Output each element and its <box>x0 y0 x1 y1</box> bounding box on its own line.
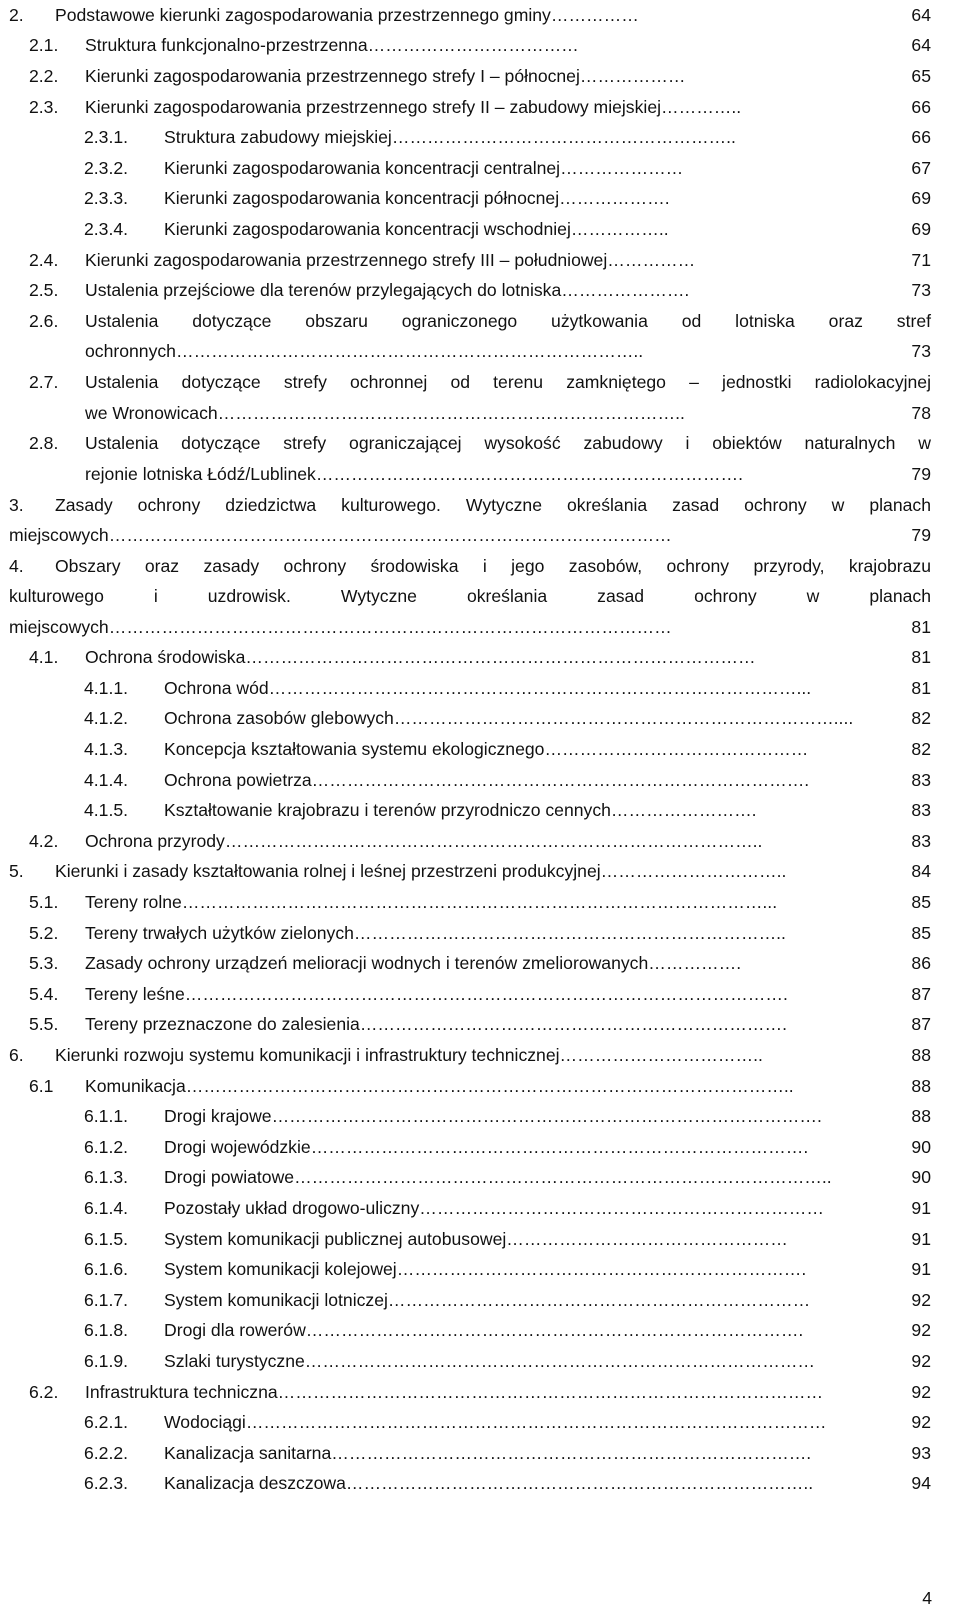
toc-entry-title: Kształtowanie krajobrazu i terenów przyrodniczo cennych <box>164 800 611 821</box>
toc-dot-leader: …………………………………………………………………………………… <box>108 616 672 637</box>
toc-entry-title: Drogi wojewódzkie <box>164 1136 311 1157</box>
toc-entry-number: 2.8. <box>29 433 59 454</box>
toc-entry-title: Kanalizacja deszczowa <box>164 1473 346 1494</box>
toc-entry-title: Kierunki zagospodarowania przestrzennego strefy I – północnej <box>85 65 580 86</box>
toc-entry-number: 6.2.1. <box>84 1412 129 1433</box>
toc-entry-number: 6.1.9. <box>84 1350 129 1371</box>
toc-dot-leader: ………….. <box>661 96 742 117</box>
toc-entry-title: Ochrona zasobów glebowych <box>164 708 394 729</box>
toc-entry[interactable] <box>9 275 931 306</box>
toc-entry-page: 92 <box>911 1412 931 1433</box>
toc-entry[interactable] <box>9 1254 931 1285</box>
toc-entry-number: 6.1.5. <box>84 1228 129 1249</box>
toc-entry-page: 93 <box>911 1442 931 1463</box>
toc-entry-page: 86 <box>911 953 931 974</box>
toc-entry-number: 5.1. <box>29 892 59 913</box>
toc-entry-page: 69 <box>911 218 931 239</box>
toc-entry-title-last: miejscowych <box>9 524 109 545</box>
toc-dot-leader: …………………………………………………………………………………. <box>271 1106 822 1127</box>
toc-entry-number: 2.4. <box>29 249 59 270</box>
toc-entry[interactable] <box>9 642 931 673</box>
toc-entry[interactable] <box>9 826 931 857</box>
toc-entry-title: Struktura funkcjonalno-przestrzenna <box>85 35 368 56</box>
toc-entry[interactable] <box>9 857 931 888</box>
toc-entry-page: 81 <box>911 647 931 668</box>
toc-dot-leader: …………………………………………………………… <box>419 1197 824 1218</box>
toc-entry-title: Kierunki rozwoju systemu komunikacji i infrastruktury technicznej <box>55 1044 560 1065</box>
toc-entry[interactable] <box>9 1377 931 1408</box>
toc-entry[interactable] <box>9 1224 931 1255</box>
toc-dot-leader: ……………………………………………………………. <box>396 1259 807 1280</box>
toc-entry-number: 5.4. <box>29 983 59 1004</box>
toc-entry-title-last: rejonie lotniska Łódź/Lublinek <box>85 463 316 484</box>
toc-dot-leader: ………………………………………………………………………………... <box>268 677 812 698</box>
toc-entry[interactable] <box>9 1071 931 1102</box>
toc-entry-line <box>9 520 931 551</box>
toc-entry-title: Kierunki i zasady kształtowania rolnej i leśnej przestrzeni produkcyjnej <box>55 861 601 882</box>
toc-dot-leader: ……………… <box>579 65 686 86</box>
toc-dot-leader: ………………………….. <box>600 861 787 882</box>
toc-entry-page: 66 <box>911 96 931 117</box>
toc-entry[interactable] <box>9 31 931 62</box>
toc-entry-page: 87 <box>911 983 931 1004</box>
toc-entry-title: Tereny leśne <box>85 983 185 1004</box>
toc-entry-page: 83 <box>911 769 931 790</box>
toc-entry-page: 85 <box>911 892 931 913</box>
toc-entry[interactable] <box>9 734 931 765</box>
toc-dot-leader: …………………………….. <box>559 1044 763 1065</box>
toc-dot-leader: …………………………………………………………………………… <box>304 1350 816 1371</box>
toc-entry-number: 4.1.5. <box>84 800 129 821</box>
toc-entry-title: Ochrona wód <box>164 677 269 698</box>
toc-entry[interactable] <box>9 122 931 153</box>
toc-entry-page: 88 <box>911 1075 931 1096</box>
toc-dot-leader: ………………………………………………………………………. <box>331 1442 812 1463</box>
toc-entry-title-line1: Obszary oraz zasady ochrony środowiska i jego zasobów, ochrony przyrody, krajobrazu <box>55 555 931 576</box>
toc-entry-page: 92 <box>911 1289 931 1310</box>
toc-dot-leader: …………………………………………………………………………. <box>310 1136 809 1157</box>
toc-entry-number: 6.1 <box>29 1075 54 1096</box>
toc-entry[interactable] <box>9 1193 931 1224</box>
toc-entry-title: Ochrona środowiska <box>85 647 246 668</box>
toc-entry-number: 2.6. <box>29 310 59 331</box>
toc-entry-number: 2.3. <box>29 96 59 117</box>
toc-entry-number: 6. <box>9 1044 24 1065</box>
toc-entry-number: 3. <box>9 494 24 515</box>
toc-entry[interactable] <box>9 92 931 123</box>
toc-entry-title: Drogi dla rowerów <box>164 1320 306 1341</box>
toc-dot-leader: ………………. <box>559 188 670 209</box>
toc-entry[interactable] <box>9 61 931 92</box>
toc-dot-leader: ……………………………………………………………….. <box>353 922 786 943</box>
toc-entry[interactable] <box>9 1285 931 1316</box>
toc-entry-page: 83 <box>911 800 931 821</box>
toc-entry-number: 2.3.4. <box>84 218 129 239</box>
toc-entry-title-line1: Ustalenia dotyczące obszaru ograniczonego użytkowania od lotniska oraz stref <box>85 310 931 331</box>
toc-dot-leader: …………….. <box>570 218 669 239</box>
toc-dot-leader: ……………………………… <box>367 35 579 56</box>
toc-dot-leader: ……………………………………………………………………………….. <box>224 830 763 851</box>
toc-entry-page: 91 <box>911 1228 931 1249</box>
toc-entry[interactable] <box>9 0 931 31</box>
toc-entry-title: Tereny przeznaczone do zalesienia <box>85 1014 360 1035</box>
toc-dot-leader: ………………………………………………………………………………………... <box>181 892 778 913</box>
toc-entry-line <box>9 581 931 612</box>
toc-entry-title: Ochrona przyrody <box>85 830 225 851</box>
toc-entry-number: 6.2. <box>29 1381 59 1402</box>
toc-entry-number: 5.3. <box>29 953 59 974</box>
toc-entry[interactable] <box>9 979 931 1010</box>
toc-entry-number: 5.2. <box>29 922 59 943</box>
toc-entry-number: 6.1.3. <box>84 1167 129 1188</box>
toc-entry-number: 6.2.3. <box>84 1473 129 1494</box>
toc-entry-wrapped[interactable] <box>9 551 931 643</box>
toc-entry-page: 83 <box>911 830 931 851</box>
toc-entry-title: System komunikacji publicznej autobusowej <box>164 1228 507 1249</box>
toc-entry-line <box>9 306 931 337</box>
toc-entry[interactable] <box>9 795 931 826</box>
toc-entry-title: Wodociągi <box>164 1412 246 1433</box>
toc-entry[interactable] <box>9 214 931 245</box>
toc-dot-leader: …………………. <box>561 280 690 301</box>
toc-entry[interactable] <box>9 1469 931 1500</box>
toc-entry-number: 2. <box>9 4 24 25</box>
toc-entry-page: 90 <box>911 1167 931 1188</box>
toc-entry-number: 2.3.3. <box>84 188 129 209</box>
toc-entry-number: 6.2.2. <box>84 1442 129 1463</box>
toc-block-sections-4-6 <box>9 642 931 1499</box>
toc-entry-page: 78 <box>911 402 931 423</box>
toc-entry-number: 6.1.7. <box>84 1289 129 1310</box>
toc-dot-leader: …………… <box>550 4 639 25</box>
toc-entry-line <box>9 459 931 490</box>
toc-entry-page: 79 <box>911 524 931 545</box>
toc-entry-title: Drogi powiatowe <box>164 1167 295 1188</box>
toc-dot-leader: ………………………………………………………………….... <box>393 708 854 729</box>
toc-entry[interactable] <box>9 887 931 918</box>
toc-entry-number: 6.1.8. <box>84 1320 129 1341</box>
toc-dot-leader: …………………………………………………………………………………………. <box>184 983 788 1004</box>
toc-entry-line <box>9 490 931 521</box>
toc-block-section-2 <box>9 0 931 306</box>
toc-dot-leader: ………………………………………… <box>506 1228 788 1249</box>
toc-entry-title: Drogi krajowe <box>164 1106 272 1127</box>
toc-entry-page: 90 <box>911 1136 931 1157</box>
toc-entry-number: 6.1.6. <box>84 1259 129 1280</box>
toc-entry-number: 6.1.4. <box>84 1197 129 1218</box>
toc-entry-page: 73 <box>911 341 931 362</box>
toc-entry-title: Pozostały układ drogowo-uliczny <box>164 1197 420 1218</box>
toc-entry[interactable] <box>9 184 931 215</box>
toc-entry-line <box>9 428 931 459</box>
toc-entry-title: Infrastruktura techniczna <box>85 1381 278 1402</box>
toc-entry[interactable] <box>9 1346 931 1377</box>
toc-entry[interactable] <box>9 673 931 704</box>
toc-entry-page: 73 <box>911 280 931 301</box>
toc-entry-number: 2.5. <box>29 280 59 301</box>
toc-entry-section-3[interactable] <box>9 490 931 551</box>
toc-entry-line <box>9 367 931 398</box>
toc-entry-title: System komunikacji kolejowej <box>164 1259 397 1280</box>
toc-entry-line <box>9 398 931 429</box>
toc-entry-title-line1: Ustalenia dotyczące strefy ochronnej od terenu zamkniętego – jednostki radiolokacyjnej <box>85 372 931 393</box>
toc-entry-title: Kierunki zagospodarowania koncentracji centralnej <box>164 157 561 178</box>
toc-entry-title: Kierunki zagospodarowania koncentracji wschodniej <box>164 218 571 239</box>
toc-entry-page: 64 <box>911 35 931 56</box>
toc-entry-title: Podstawowe kierunki zagospodarowania przestrzennego gminy <box>55 4 551 25</box>
toc-dot-leader: …………………………………………………………………………. <box>311 769 810 790</box>
toc-entry[interactable] <box>9 704 931 735</box>
toc-entry-title: Kierunki zagospodarowania przestrzennego strefy III – południowej <box>85 249 608 270</box>
toc-entry-line <box>9 551 931 582</box>
toc-entry-wrapped[interactable] <box>9 490 931 551</box>
toc-entry-number: 2.1. <box>29 35 59 56</box>
toc-dot-leader: ……………………………………… <box>544 739 809 760</box>
toc-entry-page: 92 <box>911 1350 931 1371</box>
toc-entry[interactable] <box>9 1040 931 1071</box>
toc-entry[interactable] <box>9 245 931 276</box>
toc-entry-title-last: miejscowych <box>9 616 109 637</box>
toc-entry-title: Ustalenia przejściowe dla terenów przylegających do lotniska <box>85 280 562 301</box>
toc-entry-title-line1: Ustalenia dotyczące strefy ograniczającej wysokość zabudowy i obiektów naturalnych w <box>85 433 931 454</box>
toc-entry-title-last: ochronnych <box>85 341 176 362</box>
toc-entry-number: 4.1.2. <box>84 708 129 729</box>
toc-dot-leader: ………………………………………………………………………………… <box>277 1381 824 1402</box>
toc-dot-leader: …………………………………………………………………………. <box>305 1320 804 1341</box>
toc-entry-number: 4. <box>9 555 24 576</box>
toc-entry[interactable] <box>9 153 931 184</box>
toc-entry-number: 5. <box>9 861 24 882</box>
toc-entry[interactable] <box>9 918 931 949</box>
toc-entry-number: 2.3.1. <box>84 127 129 148</box>
toc-entry-page: 94 <box>911 1473 931 1494</box>
toc-entry-page: 82 <box>911 708 931 729</box>
toc-entry-line <box>9 337 931 368</box>
toc-entry-title: Kanalizacja sanitarna <box>164 1442 332 1463</box>
toc-entry-title: Ochrona powietrza <box>164 769 312 790</box>
toc-entry[interactable] <box>9 1438 931 1469</box>
toc-entry-title: Kierunki zagospodarowania przestrzennego strefy II – zabudowy miejskiej <box>85 96 662 117</box>
toc-entry[interactable] <box>9 948 931 979</box>
toc-entry-page: 69 <box>911 188 931 209</box>
toc-entry-title: Tereny rolne <box>85 892 182 913</box>
toc-dot-leader: …………………………………………………………………….. <box>345 1473 814 1494</box>
toc-entry-wrapped[interactable] <box>9 428 931 489</box>
toc-entry-number: 4.1. <box>29 647 59 668</box>
toc-entry[interactable] <box>9 765 931 796</box>
toc-entry-number: 2.3.2. <box>84 157 129 178</box>
toc-entry-page: 65 <box>911 65 931 86</box>
toc-entry-number: 4.1.1. <box>84 677 129 698</box>
toc-entry-number: 4.1.4. <box>84 769 129 790</box>
toc-dot-leader: …………………………………………………………………….. <box>217 402 685 423</box>
toc-entry-page: 92 <box>911 1320 931 1341</box>
toc-entry[interactable] <box>9 1101 931 1132</box>
toc-dot-leader: ………………………………………………….. <box>391 127 736 148</box>
toc-entry-page: 81 <box>911 616 931 637</box>
toc-entry-title: Zasady ochrony urządzeń melioracji wodnych i terenów zmeliorowanych <box>85 953 649 974</box>
toc-entry-page: 82 <box>911 739 931 760</box>
toc-entry-number: 5.5. <box>29 1014 59 1035</box>
toc-entry[interactable] <box>9 1316 931 1347</box>
toc-entry-page: 88 <box>911 1044 931 1065</box>
toc-dot-leader: ……………………………………………………………………………….. <box>294 1167 832 1188</box>
toc-entry-page: 66 <box>911 127 931 148</box>
toc-entry-page: 91 <box>911 1197 931 1218</box>
toc-entry[interactable] <box>9 1010 931 1041</box>
toc-entry-page: 64 <box>911 4 931 25</box>
toc-entry-title: Koncepcja kształtowania systemu ekologicznego <box>164 739 545 760</box>
toc-dot-leader: ……………………………………………………………… <box>387 1289 811 1310</box>
toc-dot-leader: ………………………………………………………………. <box>315 463 743 484</box>
toc-dot-leader: ……………. <box>648 953 742 974</box>
toc-entry-page: 81 <box>911 677 931 698</box>
toc-entry-title-line1: Zasady ochrony dziedzictwa kulturowego. Wytyczne określania zasad ochrony w planach <box>55 494 931 515</box>
toc-entry-page: 79 <box>911 463 931 484</box>
toc-entry-title: Tereny trwałych użytków zielonych <box>85 922 354 943</box>
toc-entry-page: 88 <box>911 1106 931 1127</box>
toc-entry-page: 71 <box>911 249 931 270</box>
toc-entry-wrapped[interactable] <box>9 367 931 428</box>
toc-entry-title: Komunikacja <box>85 1075 186 1096</box>
toc-entry-page: 92 <box>911 1381 931 1402</box>
toc-entry-title-last: we Wronowicach <box>85 402 218 423</box>
toc-entry-title: Szlaki turystyczne <box>164 1350 305 1371</box>
toc-entry-number: 4.1.3. <box>84 739 129 760</box>
toc-dot-leader: ………………………………………………………………………………………….. <box>185 1075 794 1096</box>
toc-entry-number: 4.2. <box>29 830 59 851</box>
page-number: 4 <box>922 1588 932 1608</box>
toc-entry-page: 85 <box>911 922 931 943</box>
toc-entry[interactable] <box>9 1132 931 1163</box>
toc-entry-title: Struktura zabudowy miejskiej <box>164 127 392 148</box>
toc-dot-leader: ……………………. <box>610 800 757 821</box>
toc-dot-leader: …………… <box>607 249 696 270</box>
toc-dot-leader: ……………………………………………………………………………………… <box>245 1412 827 1433</box>
toc-dot-leader: …………………………………………………………………………………… <box>108 524 672 545</box>
toc-entry[interactable] <box>9 1163 931 1194</box>
toc-dot-leader: ………………… <box>560 157 684 178</box>
toc-entry-number: 2.2. <box>29 65 59 86</box>
toc-entry-title: Kierunki zagospodarowania koncentracji północnej <box>164 188 560 209</box>
toc-dot-leader: ………………………………………………………………. <box>359 1014 787 1035</box>
toc-entry-number: 6.1.1. <box>84 1106 129 1127</box>
toc-dot-leader: …………………………………………………………………….. <box>175 341 644 362</box>
toc-entry-number: 6.1.2. <box>84 1136 129 1157</box>
table-of-contents <box>9 0 931 1499</box>
toc-entry-wrapped[interactable] <box>9 306 931 367</box>
toc-entry[interactable] <box>9 1407 931 1438</box>
toc-dot-leader: …………………………………………………………………………… <box>245 647 756 668</box>
toc-entry-title: System komunikacji lotniczej <box>164 1289 388 1310</box>
toc-entry-page: 87 <box>911 1014 931 1035</box>
toc-entry-line <box>9 612 931 643</box>
toc-block-wrapped-entries <box>9 306 931 490</box>
toc-entry-page: 91 <box>911 1259 931 1280</box>
toc-entry-title-line2: kulturowego i uzdrowisk. Wytyczne określania zasad ochrony w planach <box>9 586 931 607</box>
toc-entry-number: 2.7. <box>29 372 59 393</box>
toc-entry-section-4[interactable] <box>9 551 931 643</box>
toc-entry-page: 84 <box>911 861 931 882</box>
toc-entry-page: 67 <box>911 157 931 178</box>
